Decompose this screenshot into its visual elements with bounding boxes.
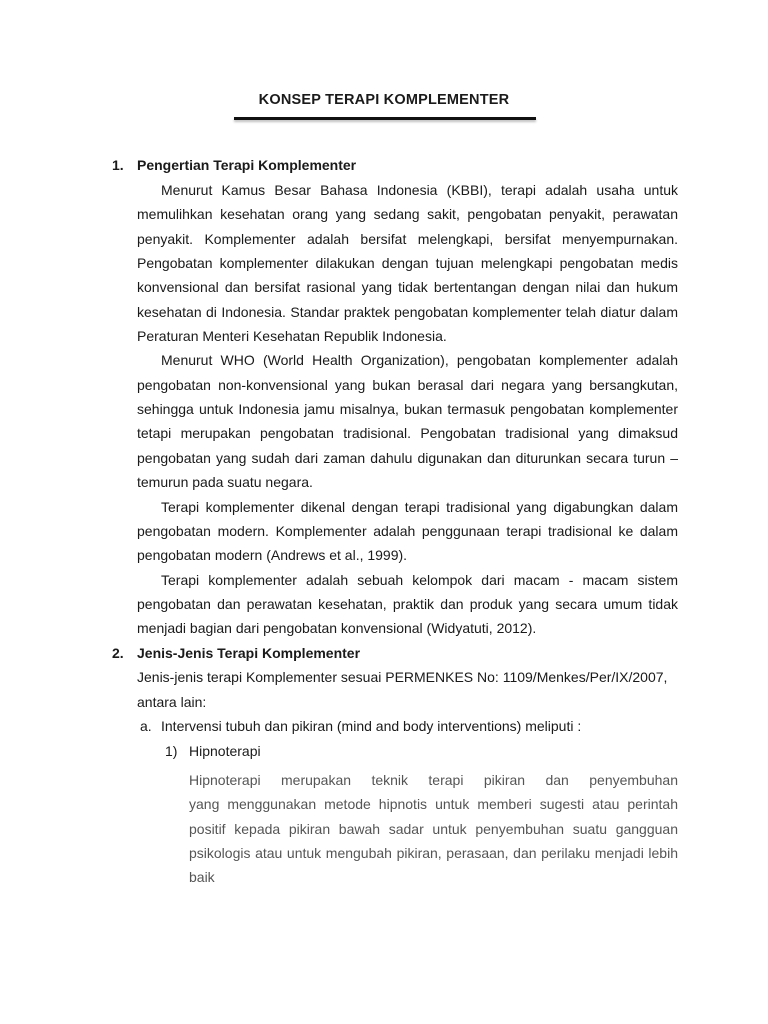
paragraph-line: kesehatan di Indonesia. Standar praktek pengobatan komplementer telah diatur dalam xyxy=(137,304,678,320)
section-1-heading: Pengertian Terapi Komplementer xyxy=(137,157,357,173)
item-1-desc-line: psikologis atau untuk mengubah pikiran, perasaan, dan perilaku menjadi lebih xyxy=(189,845,678,861)
title-underline xyxy=(234,117,536,120)
paragraph-line: Jenis-jenis terapi Komplementer sesuai PERMENKES No: 1109/Menkes/Per/IX/2007, xyxy=(137,669,668,685)
paragraph-line: tetapi merupakan pengobatan tradisional. Pengobatan tradisional yang dimaksud xyxy=(137,425,678,441)
paragraph-line: pengobatan modern. Komplementer adalah penggunaan terapi tradisional ke dalam xyxy=(137,523,678,539)
paragraph-line: Pengobatan komplementer dilakukan dengan tujuan melengkapi pengobatan medis xyxy=(137,255,678,271)
paragraph-line: Peraturan Menteri Kesehatan Republik Indonesia. xyxy=(137,328,447,344)
paragraph-line: sehingga untuk Indonesia jamu misalnya, bukan termasuk pengobatan komplementer xyxy=(137,401,678,417)
paragraph-line: antara lain: xyxy=(137,694,207,710)
paragraph-line: memulihkan kesehatan orang yang sedang sakit, pengobatan penyakit, perawatan xyxy=(137,206,678,222)
item-1-desc-line: positif kepada pikiran bawah sadar untuk penyembuhan suatu gangguan xyxy=(189,821,678,837)
section-2-heading-row xyxy=(0,643,768,663)
item-1-desc-line: baik xyxy=(189,869,215,885)
paragraph-line: pengobatan modern (Andrews et al., 1999). xyxy=(137,547,408,563)
sub-item-a-row xyxy=(0,716,768,736)
item-1-marker: 1) xyxy=(165,743,178,759)
paragraph-line: konvensional dan bersifat rasional yang tidak bertentangan dengan nilai dan hukum xyxy=(137,279,678,295)
paragraph-line: Menurut Kamus Besar Bahasa Indonesia (KBBI), terapi adalah usaha untuk xyxy=(161,182,678,198)
paragraph-line: pengobatan dan perawatan kesehatan, praktik dan produk yang secara umum tidak xyxy=(137,596,678,612)
paragraph-line: Terapi komplementer dikenal dengan terapi tradisional yang digabungkan dalam xyxy=(161,499,678,515)
paragraph-line: pengobatan non-konvensional yang bukan berasal dari negara yang bersangkutan, xyxy=(137,377,678,393)
sub-item-a-marker: a. xyxy=(140,718,152,734)
item-1-desc-line: Hipnoterapi merupakan teknik terapi pikiran dan penyembuhan xyxy=(189,772,678,788)
section-1-number: 1. xyxy=(112,157,124,173)
paragraph-line: penyakit. Komplementer adalah bersifat melengkapi, bersifat menyempurnakan. xyxy=(137,231,678,247)
item-1-title: Hipnoterapi xyxy=(189,743,261,759)
item-1-row xyxy=(0,741,768,761)
section-1-heading-row xyxy=(0,155,768,175)
paragraph-line: menjadi bagian dari pengobatan konvensional (Widyatuti, 2012). xyxy=(137,620,537,636)
sub-item-a-text: Intervensi tubuh dan pikiran (mind and body interventions) meliputi : xyxy=(161,718,582,734)
section-2-number: 2. xyxy=(112,645,124,661)
paragraph-line: temurun pada suatu negara. xyxy=(137,474,313,490)
paragraph-line: pengobatan yang sudah dari zaman dahulu digunakan dan diturunkan secara turun – xyxy=(137,450,678,466)
paragraph-line: Terapi komplementer adalah sebuah kelompok dari macam - macam sistem xyxy=(161,572,678,588)
document-title: KONSEP TERAPI KOMPLEMENTER xyxy=(258,92,510,108)
item-1-desc-line: yang menggunakan metode hipnotis untuk memberi sugesti atau perintah xyxy=(189,796,678,812)
paragraph-line: Menurut WHO (World Health Organization), pengobatan komplementer adalah xyxy=(161,352,678,368)
section-2-heading: Jenis-Jenis Terapi Komplementer xyxy=(137,645,361,661)
